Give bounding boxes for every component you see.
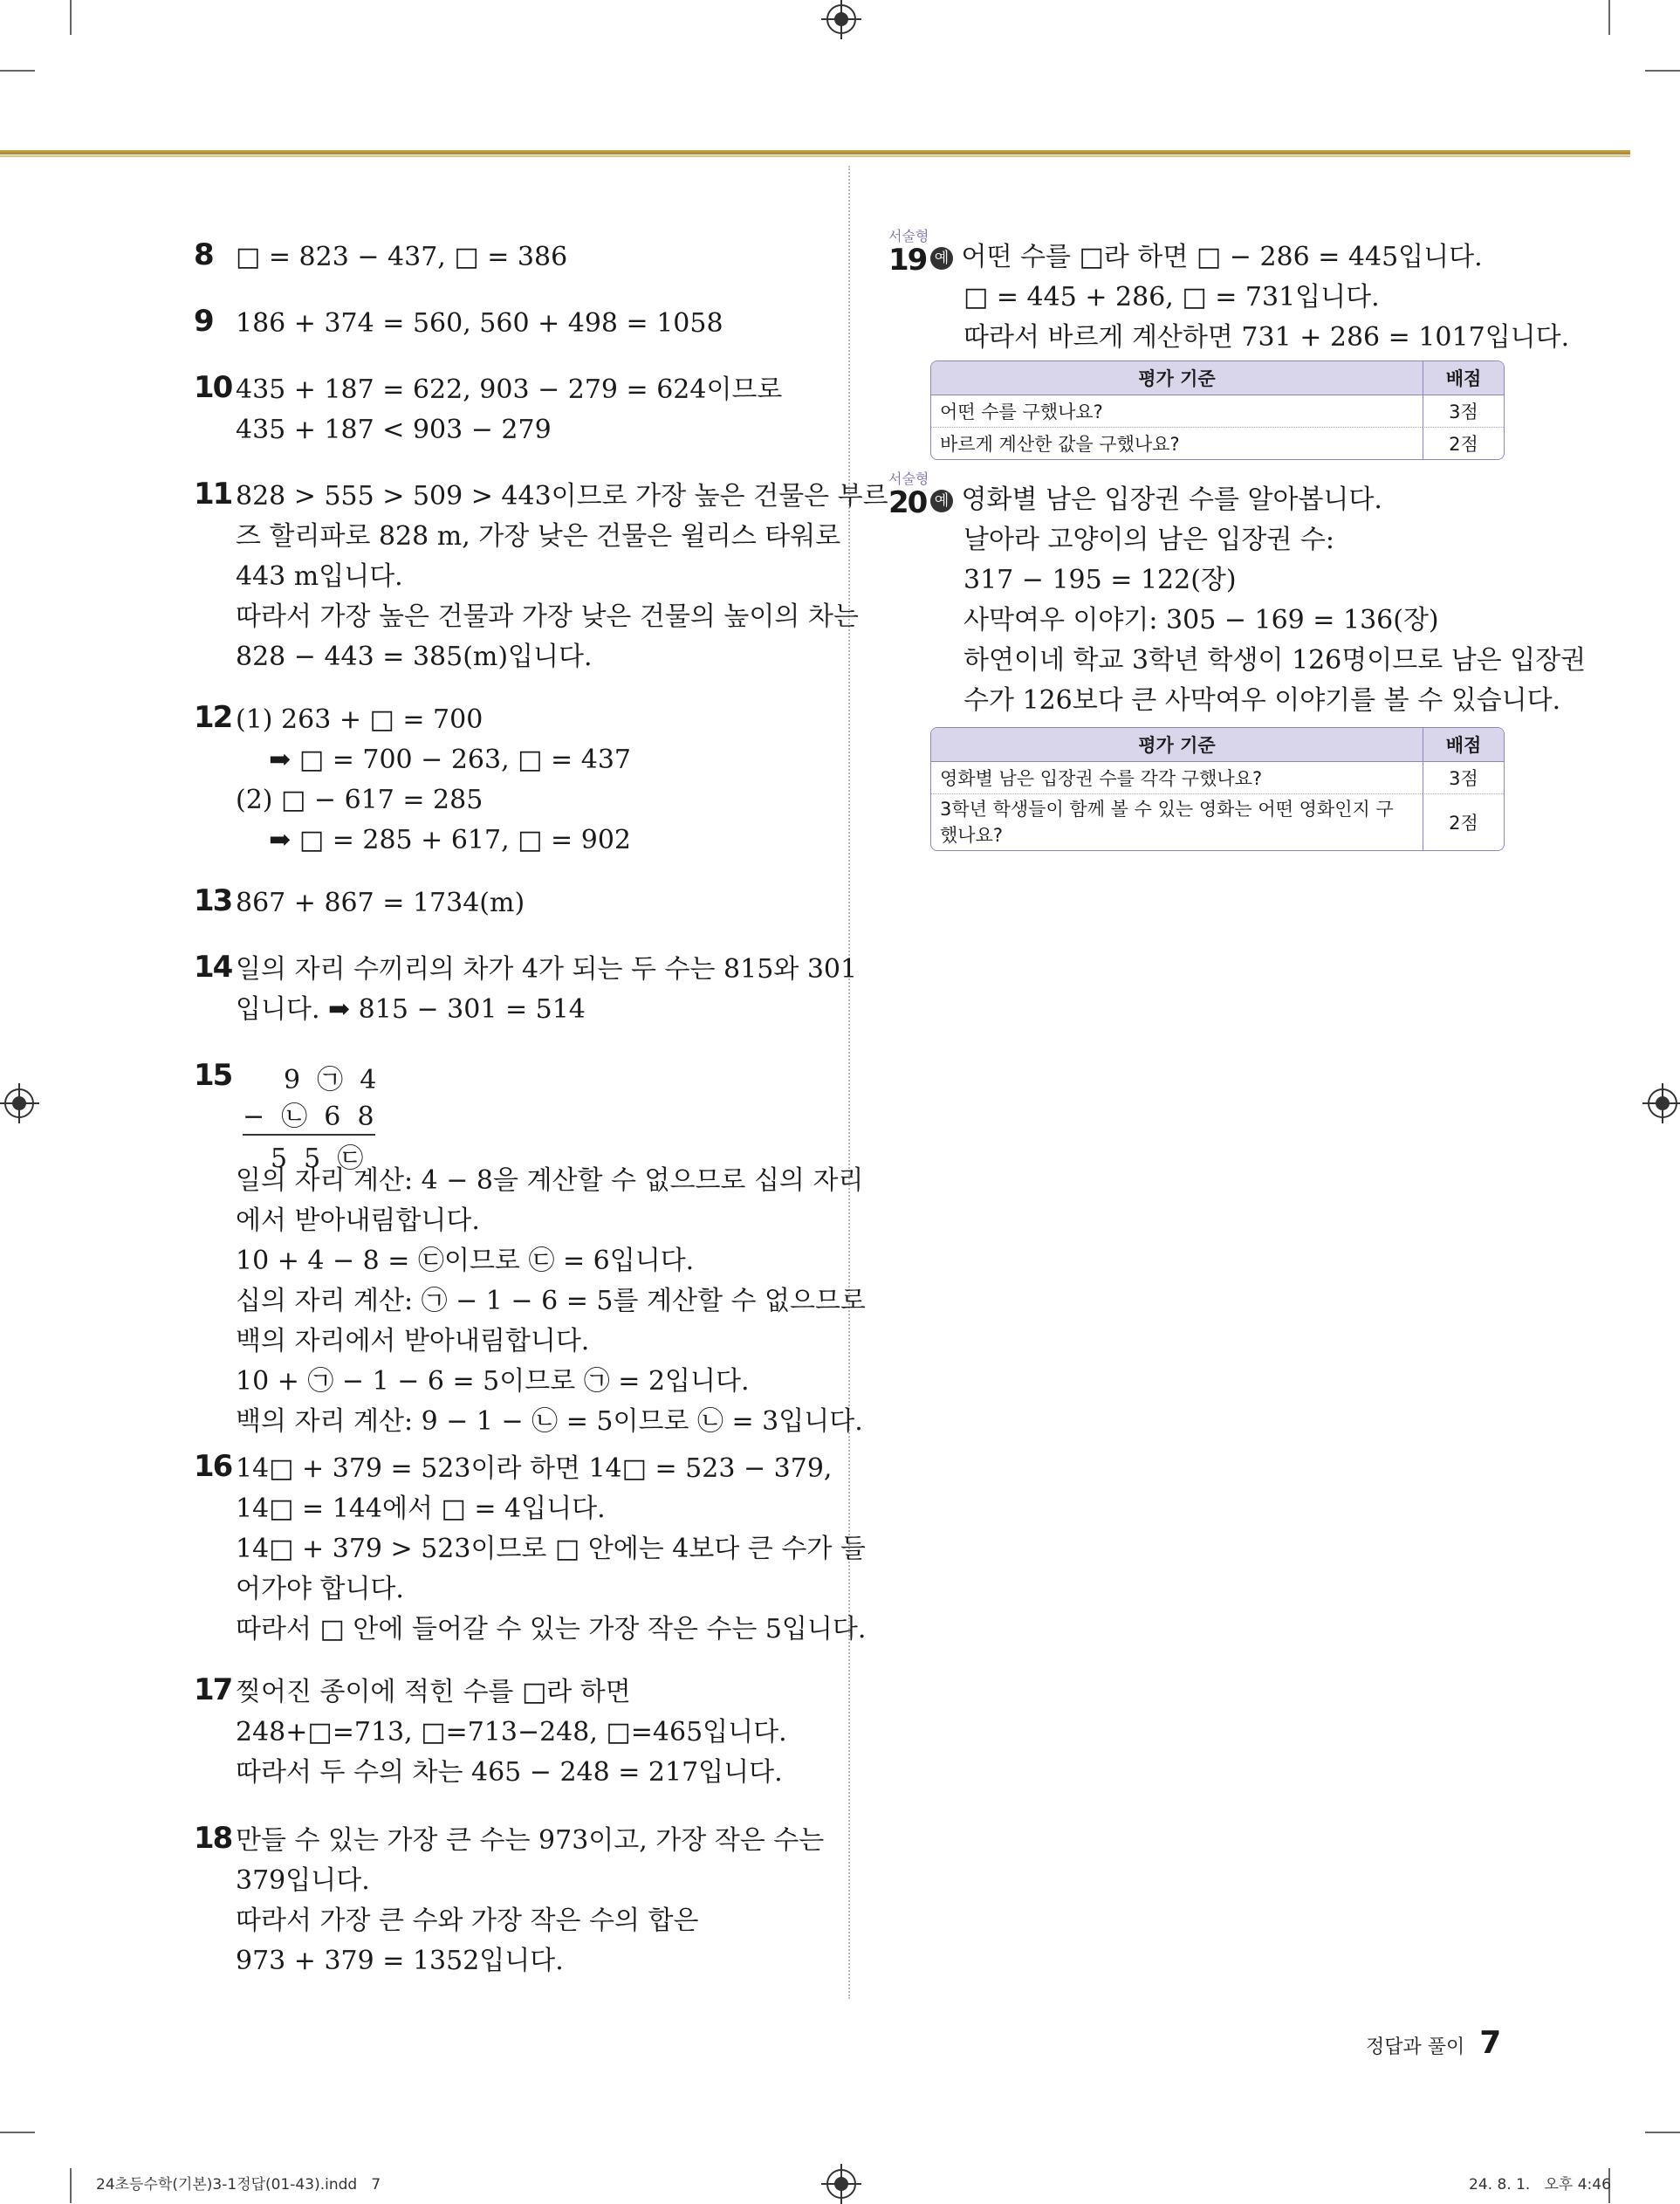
answer-17 [194,1672,822,1821]
problem-number: 13 [194,883,232,918]
answer-line: ➡ □ = 285 + 617, □ = 902 [236,825,631,855]
answer-line: (1) 263 + □ = 700 [236,704,483,735]
problem-number: 10 [194,370,232,405]
problem-number: 20 [888,485,927,520]
answer-11 [194,477,888,700]
registration-mark [1648,1088,1677,1118]
grading-table [930,360,1505,460]
crop-mark [1645,70,1680,72]
answer-line [930,480,1622,520]
slug-right: 24. 8. 1. 오후 4:46 [1469,2176,1611,2194]
problem-number: 17 [194,1672,232,1707]
answer-line: (2) □ − 617 = 285 [236,785,483,815]
answer-line: 435 + 187 < 903 − 279 [236,415,552,445]
answer-16 [194,1449,867,1672]
answer-line: 14□ = 144에서 □ = 4입니다. [236,1493,606,1524]
answer-line: 일의 자리 수끼리의 차가 4가 되는 두 수는 815와 301 [236,954,858,985]
problem-number: 8 [194,237,213,272]
table-header: 평가 기준 [931,728,1423,762]
answer-line: 만들 수 있는 가장 큰 수는 973이고, 가장 작은 수는 [236,1825,825,1856]
answer-line: 백의 자리에서 받아내림합니다. [236,1326,590,1356]
example-badge: 예 [930,490,953,512]
header-bar-underline [0,155,1630,157]
problem-number: 11 [194,477,232,512]
right-column [888,225,1622,869]
answer-19 [888,225,1622,468]
answer-line: 사막여우 이야기: 305 − 169 = 136(장) [963,605,1439,635]
answer-line: 317 − 195 = 122(장) [963,565,1237,595]
crop-mark [1645,2132,1680,2133]
answer-8 [194,237,822,304]
problem-number: 19 [888,243,927,278]
crop-mark [70,0,72,35]
answer-line: 따라서 가장 큰 수와 가장 작은 수의 합은 [236,1905,699,1936]
answer-20 [888,468,1622,869]
page-number: 7 [1479,2025,1502,2061]
crop-mark [0,2132,35,2133]
column-divider [848,166,850,1999]
registration-mark [826,4,856,34]
problem-number: 18 [194,1821,232,1856]
crop-mark [1608,0,1610,35]
problem-number: 16 [194,1449,232,1484]
answer-line: 186 + 374 = 560, 560 + 498 = 1058 [236,308,723,339]
crop-mark [0,70,35,72]
answer-line: 어가야 합니다. [236,1574,404,1604]
problem-number: 14 [194,950,232,985]
answer-line: 867 + 867 = 1734(m) [236,888,525,918]
answer-line: ➡ □ = 700 − 263, □ = 437 [236,745,631,775]
subtraction-line [243,1134,375,1136]
answer-line: 248+□=713, □=713−248, □=465입니다. [236,1717,787,1747]
subtraction-row: 5 5 ㉢ [271,1143,364,1174]
answer-line: 443 m입니다. [236,561,403,592]
criterion: 바르게 계산한 값을 구했나요? [940,434,1180,455]
problem-number: 15 [194,1058,232,1093]
answer-line: 에서 받아내림합니다. [236,1205,480,1236]
answer-text: 영화별 남은 입장권 수를 알아봅니다. [961,484,1382,515]
page-footer [1366,2025,1501,2061]
left-column [194,237,888,1987]
answer-line: 14□ + 379 > 523이므로 □ 안에는 4보다 큰 수가 들 [236,1534,866,1564]
answer-line: 날아라 고양이의 남은 입장권 수: [963,525,1334,555]
answer-line: 828 − 443 = 385(m)입니다. [236,642,593,672]
answer-line: 백의 자리 계산: 9 − 1 − ㉡ = 5이므로 ㉡ = 3입니다. [236,1406,863,1437]
slug-left: 24초등수학(기본)3-1정답(01-43).indd 7 [96,2176,381,2194]
table-row [931,395,1504,428]
problem-number: 12 [194,700,232,735]
answer-line: 따라서 □ 안에 들어갈 수 있는 가장 작은 수는 5입니다. [236,1614,867,1644]
answer-line: 십의 자리 계산: ㉠ − 1 − 6 = 5를 계산할 수 없으므로 [236,1286,866,1316]
answer-line: 찢어진 종이에 적힌 수를 □라 하면 [236,1677,631,1707]
problem-number: 9 [194,304,213,339]
score: 3점 [1423,395,1504,428]
answer-9 [194,304,822,370]
header-bar [0,150,1630,154]
registration-mark [826,2169,856,2199]
answer-line: 379입니다. [236,1865,370,1896]
answer-line: 435 + 187 = 622, 903 − 279 = 624이므로 [236,374,783,405]
table-header: 배점 [1423,361,1504,395]
answer-15 [194,1058,866,1449]
answer-line: 따라서 두 수의 차는 465 − 248 = 217입니다. [236,1757,783,1788]
answer-line: 828 > 555 > 509 > 443이므로 가장 높은 건물은 부르 [236,481,888,512]
answer-line: 즈 할리파로 828 m, 가장 낮은 건물은 윌리스 타워로 [236,521,841,552]
answer-18 [194,1821,825,1987]
example-badge: 예 [930,247,953,270]
answer-text: 어떤 수를 □라 하면 □ − 286 = 445입니다. [961,242,1483,272]
crop-mark [70,2168,72,2203]
table-header: 배점 [1423,728,1504,762]
footer-label: 정답과 풀이 [1366,2036,1465,2058]
answer-line: 일의 자리 계산: 4 − 8을 계산할 수 없으므로 십의 자리 [236,1165,864,1196]
grading-table [930,727,1505,851]
answer-line: 따라서 가장 높은 건물과 가장 낮은 건물의 높이의 차는 [236,601,859,632]
registration-mark [4,1088,34,1118]
answer-line: 973 + 379 = 1352입니다. [236,1946,564,1976]
answer-13 [194,883,822,950]
answer-line: 10 + ㉠ − 1 − 6 = 5이므로 ㉠ = 2입니다. [236,1366,750,1397]
subtraction-row: 9 ㉠ 4 [284,1065,377,1095]
criterion: 영화별 남은 입장권 수를 각각 구했나요? [931,762,1423,794]
answer-line [930,237,1622,278]
essay-tag: 서술형 [888,228,929,244]
score: 2점 [1423,794,1504,850]
essay-tag: 서술형 [888,470,929,487]
answer-14 [194,950,858,1058]
table-row [931,762,1504,794]
answer-line: □ = 823 − 437, □ = 386 [236,242,568,272]
answer-line: 입니다. ➡ 815 − 301 = 514 [236,994,586,1025]
answer-line: 14□ + 379 = 523이라 하면 14□ = 523 − 379, [236,1453,833,1484]
answer-10 [194,370,822,477]
answer-line: □ = 445 + 286, □ = 731입니다. [963,282,1380,312]
score: 3점 [1423,762,1504,794]
score: 2점 [1423,428,1504,459]
criterion: 어떤 수를 구했나요? [931,395,1423,428]
vertical-subtraction [236,1058,377,1174]
table-header: 평가 기준 [931,361,1423,395]
answer-line: 10 + 4 − 8 = ㉢이므로 ㉢ = 6입니다. [236,1246,695,1276]
table-row [931,794,1504,850]
answer-12 [194,700,822,883]
answer-line: 따라서 바르게 계산하면 731 + 286 = 1017입니다. [963,322,1570,353]
answer-line: 수가 126보다 큰 사막여우 이야기를 볼 수 있습니다. [963,685,1561,716]
table-row [931,428,1504,459]
subtraction-row: − ㉡ 6 8 [243,1102,374,1132]
answer-line: 하연이네 학교 3학년 학생이 126명이므로 남은 입장권 [963,645,1587,676]
criterion: 3학년 학생들이 함께 볼 수 있는 영화는 어떤 영화인지 구했나요? [940,799,1394,846]
